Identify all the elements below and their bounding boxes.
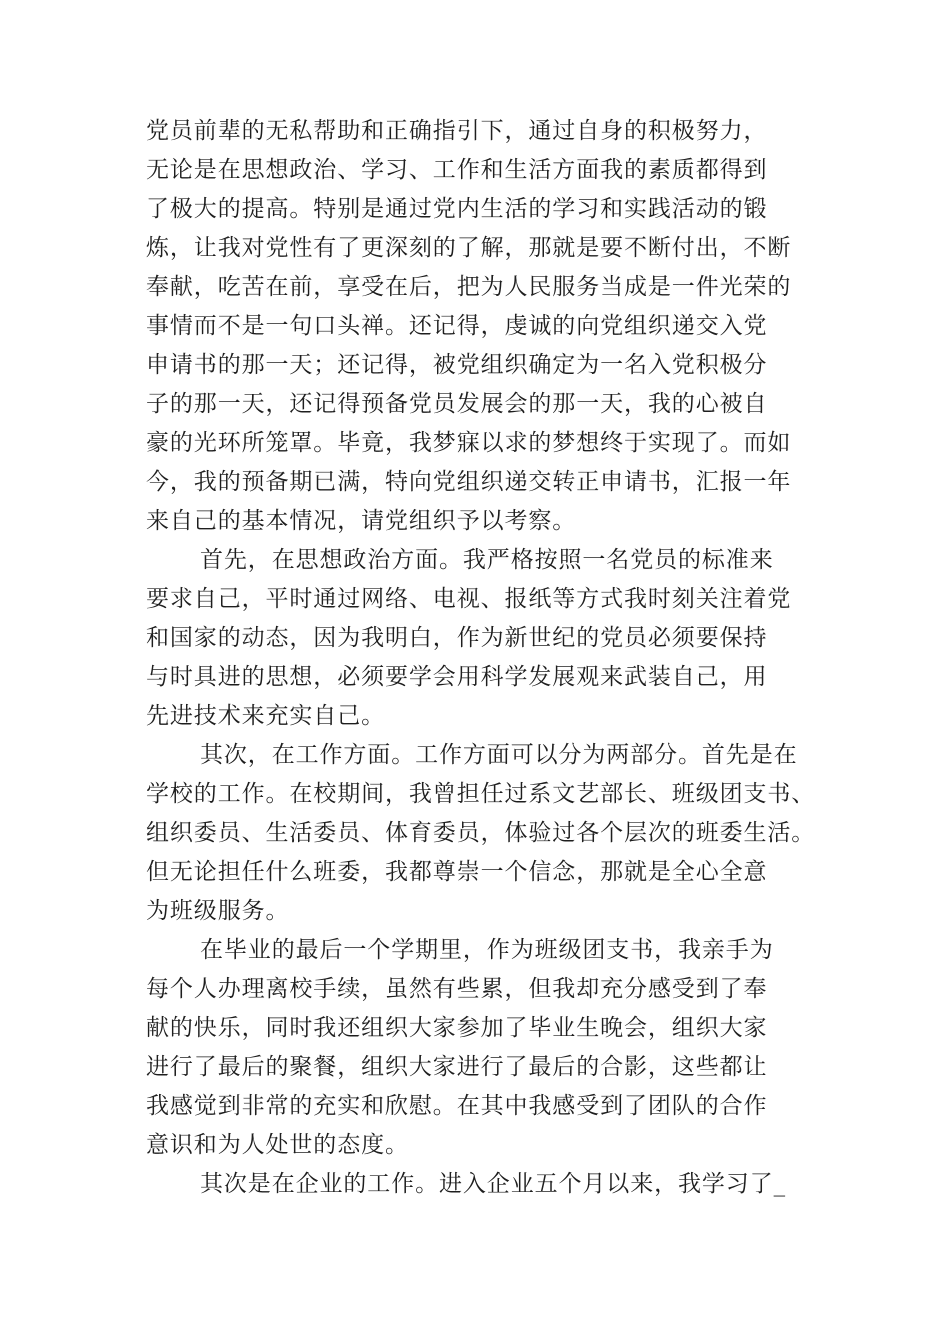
text-line: 奉献，吃苦在前，享受在后，把为人民服务当成是一件光荣的 — [146, 274, 792, 300]
paragraph-start-line: 在毕业的最后一个学期里，作为班级团支书，我亲手为 — [200, 937, 774, 963]
text-line: 但无论担任什么班委，我都尊崇一个信念，那就是全心全意 — [146, 859, 768, 885]
text-line: 炼，让我对党性有了更深刻的了解，那就是要不断付出，不断 — [146, 235, 792, 261]
text-line: 申请书的那一天；还记得，被党组织确定为一名入党积极分 — [146, 352, 768, 378]
text-line: 学校的工作。在校期间，我曾担任过系文艺部长、班级团支书、 — [146, 781, 816, 807]
text-line: 为班级服务。 — [146, 898, 290, 924]
document-body — [146, 112, 816, 1204]
text-line: 组织委员、生活委员、体育委员，体验过各个层次的班委生活。 — [146, 820, 816, 846]
text-line: 和国家的动态，因为我明白，作为新世纪的党员必须要保持 — [146, 625, 768, 651]
text-line: 进行了最后的聚餐，组织大家进行了最后的合影，这些都让 — [146, 1054, 768, 1080]
text-line: 子的那一天，还记得预备党员发展会的那一天，我的心被自 — [146, 391, 768, 417]
text-line: 要求自己，平时通过网络、电视、报纸等方式我时刻关注着党 — [146, 586, 792, 612]
text-line: 无论是在思想政治、学习、工作和生活方面我的素质都得到 — [146, 157, 768, 183]
text-line: 豪的光环所笼罩。毕竟，我梦寐以求的梦想终于实现了。而如 — [146, 430, 792, 456]
text-line: 党员前辈的无私帮助和正确指引下，通过自身的积极努力， — [146, 118, 768, 144]
text-line: 我感觉到非常的充实和欣慰。在其中我感受到了团队的合作 — [146, 1093, 768, 1119]
text-line: 每个人办理离校手续，虽然有些累，但我却充分感受到了奉 — [146, 976, 768, 1002]
paragraph-start-line: 其次，在工作方面。工作方面可以分为两部分。首先是在 — [200, 742, 798, 768]
text-line: 事情而不是一句口头禅。还记得，虔诚的向党组织递交入党 — [146, 313, 768, 339]
text-line: 先进技术来充实自己。 — [146, 703, 385, 729]
paragraph-start-line: 首先，在思想政治方面。我严格按照一名党员的标准来 — [200, 547, 774, 573]
text-line: 与时具进的思想，必须要学会用科学发展观来武装自己，用 — [146, 664, 768, 690]
paragraph-start-line: 其次是在企业的工作。进入企业五个月以来，我学习了_ — [200, 1171, 786, 1197]
text-line: 了极大的提高。特别是通过党内生活的学习和实践活动的锻 — [146, 196, 768, 222]
text-line: 献的快乐，同时我还组织大家参加了毕业生晚会，组织大家 — [146, 1015, 768, 1041]
text-line: 今，我的预备期已满，特向党组织递交转正申请书，汇报一年 — [146, 469, 792, 495]
text-line: 来自己的基本情况，请党组织予以考察。 — [146, 508, 577, 534]
text-line: 意识和为人处世的态度。 — [146, 1132, 409, 1158]
